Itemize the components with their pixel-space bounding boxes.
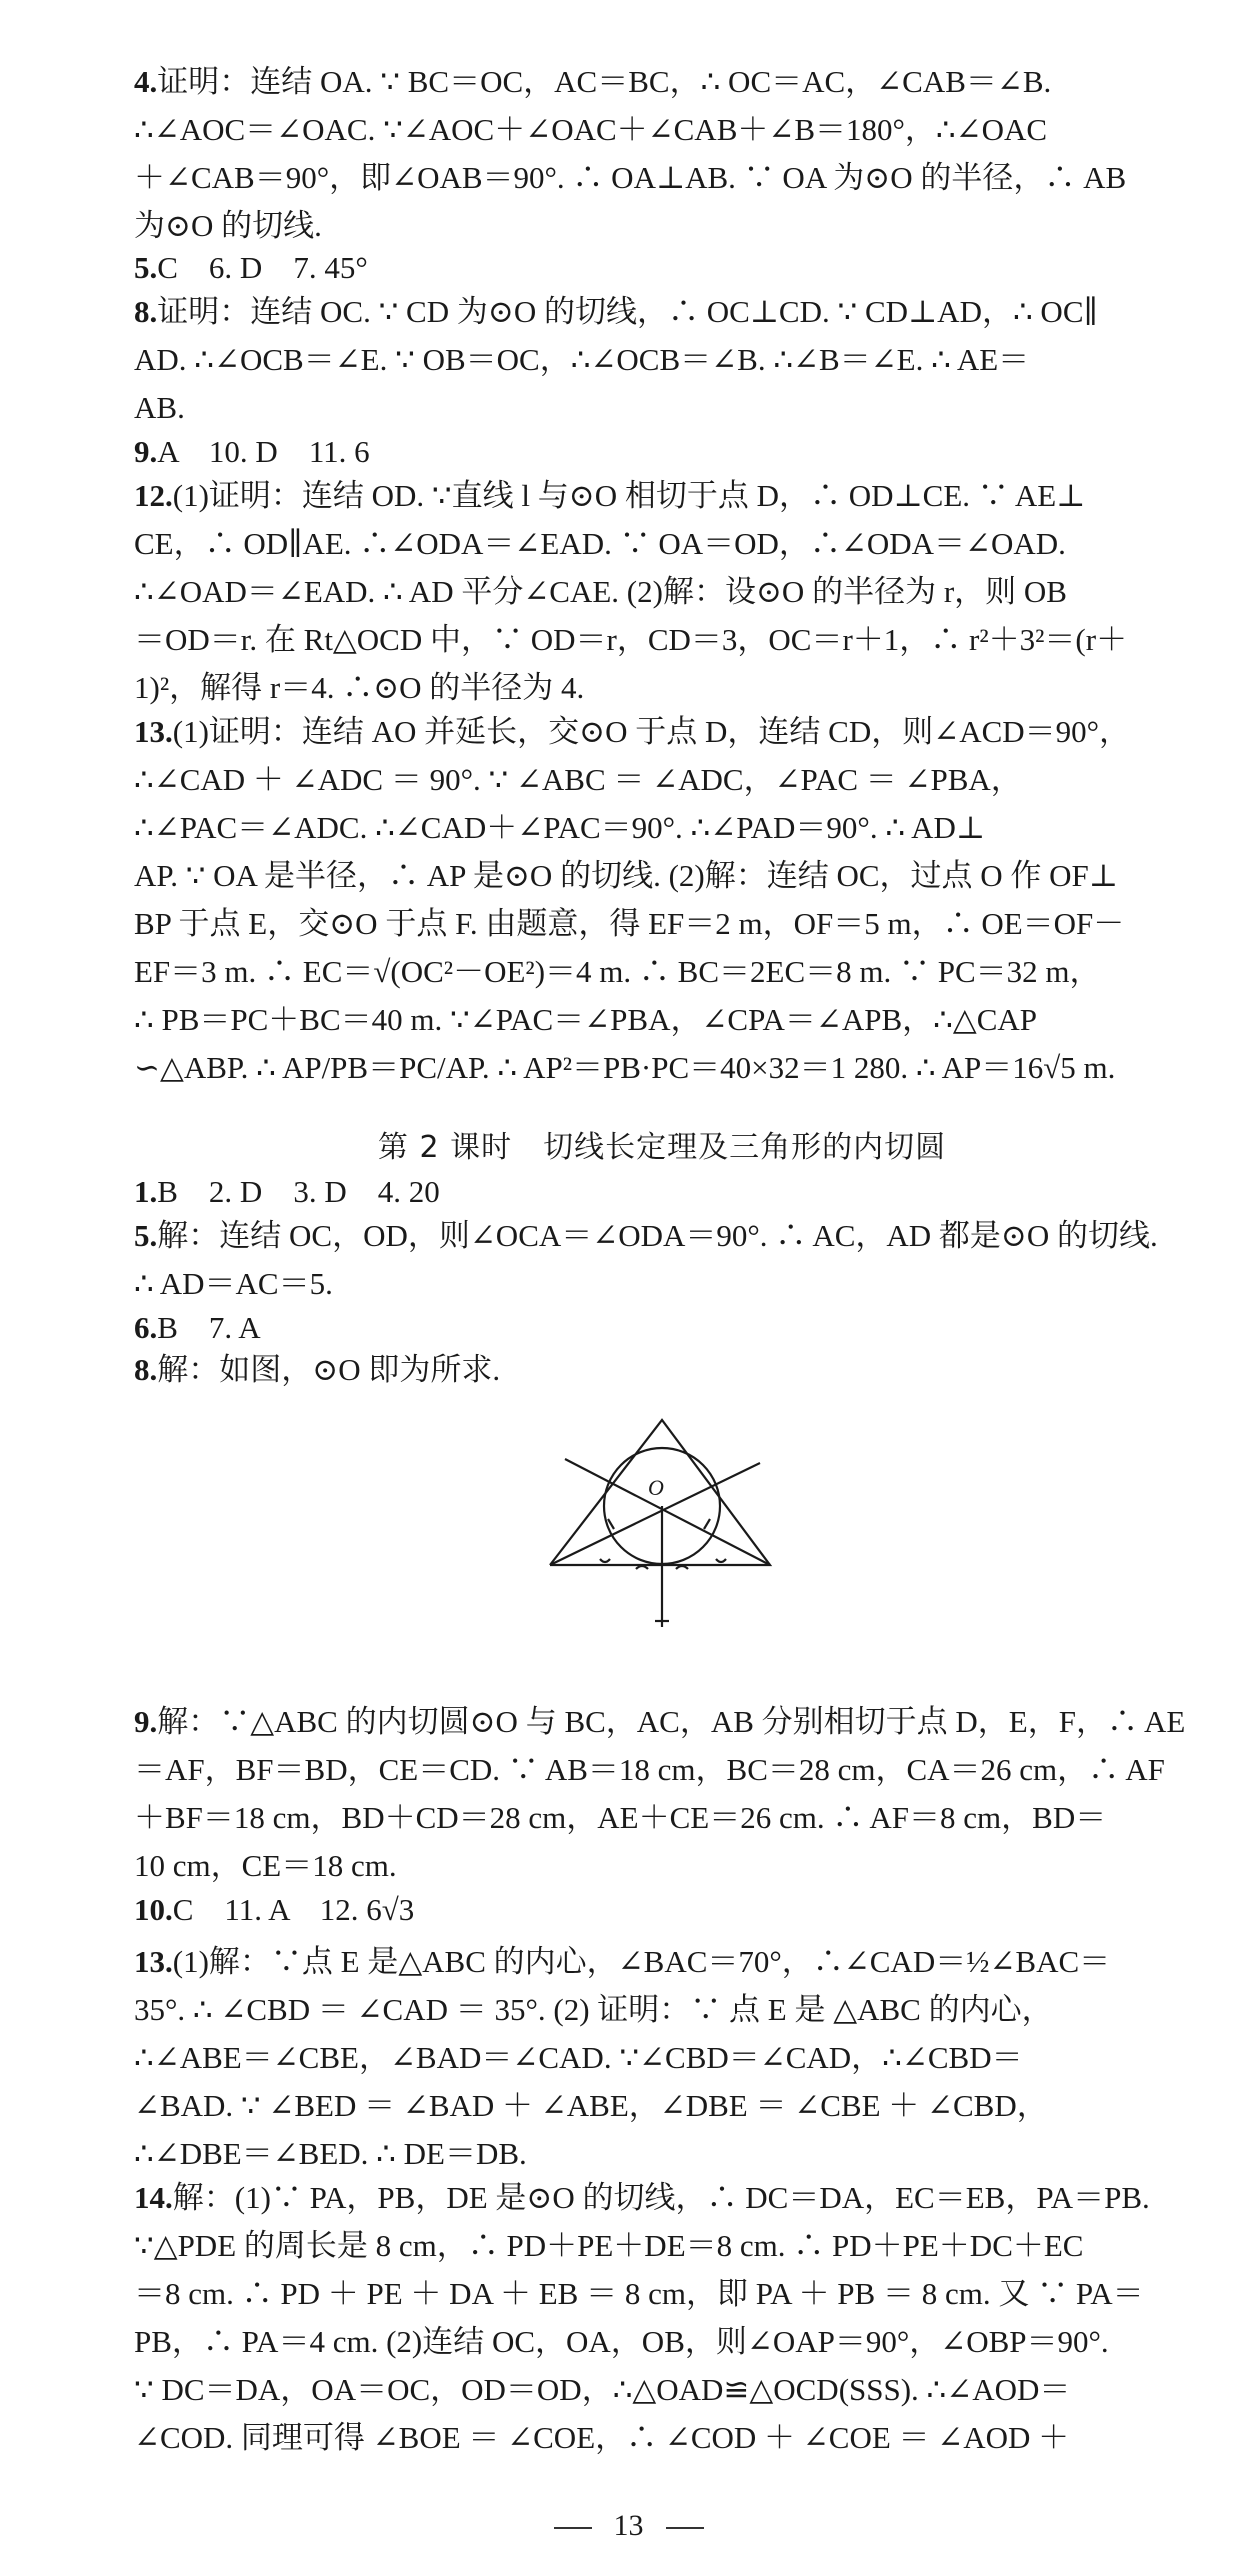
page-number-dash-left xyxy=(554,2527,592,2529)
answer-line-text: B 7. A xyxy=(157,1310,261,1345)
answer-line xyxy=(134,292,1190,332)
answer-line-text: 解：∵△ABC 的内切圆⊙O 与 BC，AC，AB 分别相切于点 D，E，F，∴ AE xyxy=(157,1704,1186,1739)
answer-line xyxy=(134,1750,1190,1790)
answer-line xyxy=(134,1798,1190,1838)
answer-line xyxy=(134,110,1190,150)
answer-line-text: 35°. ∴ ∠CBD ＝ ∠CAD ＝ 35°. (2) 证明：∵ 点 E 是 △ABC 的内心， xyxy=(134,1992,1053,2027)
question-number: 1. xyxy=(134,1174,158,1209)
answer-line-text: ∽△ABP. ∴ AP/PB＝PC/AP. ∴ AP²＝PB·PC＝40×32＝1 280. ∴ AP＝16√5 m. xyxy=(134,1050,1116,1085)
figure-label-o: O xyxy=(648,1475,664,1500)
answer-line xyxy=(134,388,1190,428)
answer-line xyxy=(134,62,1190,102)
answer-line xyxy=(134,620,1190,660)
answer-line-text: ∴∠OAD＝∠EAD. ∴ AD 平分∠CAE. (2)解：设⊙O 的半径为 r，则 OB xyxy=(134,574,1067,609)
answer-line-text: ∵ DC＝DA，OA＝OC，OD＝OD，∴△OAD≌△OCD(SSS). ∴∠AOD＝ xyxy=(134,2372,1071,2407)
answer-line xyxy=(134,1702,1190,1742)
answer-line xyxy=(134,1890,1190,1930)
answer-line xyxy=(134,808,1190,848)
answer-line-text: ∴∠PAC＝∠ADC. ∴∠CAD＋∠PAC＝90°. ∴∠PAD＝90°. ∴ AD⊥ xyxy=(134,810,986,845)
answer-line xyxy=(134,856,1190,896)
question-number: 13. xyxy=(134,1944,173,1979)
answer-line-text: ∴∠ABE＝∠CBE，∠BAD＝∠CAD. ∵∠CBD＝∠CAD，∴∠CBD＝ xyxy=(134,2040,1023,2075)
question-number: 6. xyxy=(134,1310,158,1345)
answer-line xyxy=(134,206,1190,246)
answer-line-text: 证明：连结 OA. ∵ BC＝OC，AC＝BC，∴ OC＝AC，∠CAB＝∠B. xyxy=(157,64,1052,99)
answer-line-text: ＋BF＝18 cm，BD＋CD＝28 cm，AE＋CE＝26 cm. ∴ AF＝8 cm，BD＝ xyxy=(134,1800,1107,1835)
answer-line-text: BP 于点 E，交⊙O 于点 F. 由题意，得 EF＝2 m，OF＝5 m，∴ OE＝OF－ xyxy=(134,906,1125,941)
answer-line-text: ＝OD＝r. 在 Rt△OCD 中，∵ OD＝r，CD＝3，OC＝r＋1，∴ r²＋3²＝(r＋ xyxy=(134,622,1128,657)
answer-line xyxy=(134,1350,1190,1390)
answer-line xyxy=(134,1264,1190,1304)
answer-line xyxy=(134,1846,1190,1886)
answer-line-text: 解：连结 OC，OD，则∠OCA＝∠ODA＝90°. ∴ AC，AD 都是⊙O 的切线. xyxy=(157,1218,1158,1253)
answer-line-text: (1)证明：连结 AO 并延长，交⊙O 于点 D，连结 CD，则∠ACD＝90°， xyxy=(172,714,1131,749)
answer-line xyxy=(134,2134,1190,2174)
answer-line-text: B 2. D 3. D 4. 20 xyxy=(157,1174,440,1209)
answer-line xyxy=(134,2086,1190,2126)
answer-line xyxy=(134,760,1190,800)
question-number: 10. xyxy=(134,1892,173,1927)
question-number: 5. xyxy=(134,1218,158,1253)
answer-line-text: ∵△PDE 的周长是 8 cm，∴ PD＋PE＋DE＝8 cm. ∴ PD＋PE＋DC＋EC xyxy=(134,2228,1084,2263)
answer-line-text: EF＝3 m. ∴ EC＝√(OC²－OE²)＝4 m. ∴ BC＝2EC＝8 m. ∵ PC＝32 m， xyxy=(134,954,1101,989)
bisector-line-2 xyxy=(565,1459,770,1565)
answer-line xyxy=(134,668,1190,708)
question-number: 4. xyxy=(134,64,158,99)
answer-line-text: 解：如图，⊙O 即为所求. xyxy=(157,1352,501,1387)
question-number: 9. xyxy=(134,1704,158,1739)
answer-line-text: 解：(1)∵ PA，PB，DE 是⊙O 的切线，∴ DC＝DA，EC＝EB，PA＝PB. xyxy=(172,2180,1150,2215)
answer-line-text: ∴∠CAD ＋ ∠ADC ＝ 90°. ∵ ∠ABC ＝ ∠ADC，∠PAC ＝ ∠PBA， xyxy=(134,762,1022,797)
answer-line-text: 证明：连结 OC. ∵ CD 为⊙O 的切线，∴ OC⊥CD. ∵ CD⊥AD，∴ OC∥ xyxy=(157,294,1098,329)
answer-line-text: C 11. A 12. 6√3 xyxy=(172,1892,415,1927)
answer-line xyxy=(134,2370,1190,2410)
answer-line xyxy=(134,476,1190,516)
answer-line xyxy=(134,1172,1190,1212)
answer-line xyxy=(134,2226,1190,2266)
answer-line xyxy=(134,2178,1190,2218)
answer-line-text: (1)证明：连结 OD. ∵直线 l 与⊙O 相切于点 D，∴ OD⊥CE. ∵ AE⊥ xyxy=(172,478,1086,513)
answer-line xyxy=(134,1216,1190,1256)
answer-line-text: C 6. D 7. 45° xyxy=(157,250,368,285)
answer-line-text: ∠COD. 同理可得 ∠BOE ＝ ∠COE，∴ ∠COD ＋ ∠COE ＝ ∠AOD ＋ xyxy=(134,2420,1070,2455)
answer-line xyxy=(134,2418,1190,2458)
answer-line xyxy=(134,340,1190,380)
answer-line xyxy=(134,2038,1190,2078)
answer-line xyxy=(134,1308,1190,1348)
question-number: 9. xyxy=(134,434,158,469)
answer-line xyxy=(134,2274,1190,2314)
answer-line xyxy=(134,1990,1190,2030)
answer-line-text: ∴ PB＝PC＋BC＝40 m. ∵∠PAC＝∠PBA，∠CPA＝∠APB，∴△CAP xyxy=(134,1002,1038,1037)
answer-line xyxy=(134,2322,1190,2362)
answer-line-text: PB，∴ PA＝4 cm. (2)连结 OC，OA，OB，则∠OAP＝90°，∠OBP＝90°. xyxy=(134,2324,1109,2359)
answer-line xyxy=(134,712,1190,752)
answer-line xyxy=(134,952,1190,992)
page-number-text: 13 xyxy=(613,2509,644,2542)
answer-line xyxy=(134,1048,1190,1088)
question-number: 5. xyxy=(134,250,158,285)
answer-line-text: AP. ∵ OA 是半径，∴ AP 是⊙O 的切线. (2)解：连结 OC，过点 O 作 OF⊥ xyxy=(134,858,1118,893)
answer-line-text: ∴ AD＝AC＝5. xyxy=(134,1266,333,1301)
answer-line xyxy=(134,1942,1190,1982)
question-number: 8. xyxy=(134,294,158,329)
answer-line xyxy=(134,572,1190,612)
answer-line xyxy=(134,432,1190,472)
question-number: 14. xyxy=(134,2180,173,2215)
incircle-figure xyxy=(540,1395,800,1635)
answer-line xyxy=(134,248,1190,288)
answer-line-text: AD. ∴∠OCB＝∠E. ∵ OB＝OC，∴∠OCB＝∠B. ∴∠B＝∠E. ∴ AE＝ xyxy=(134,342,1030,377)
page-number xyxy=(0,2508,1257,2544)
answer-line-text: ＝AF，BF＝BD，CE＝CD. ∵ AB＝18 cm，BC＝28 cm，CA＝26 cm，∴ AF xyxy=(134,1752,1165,1787)
answer-line-text: 1)²，解得 r＝4. ∴⊙O 的半径为 4. xyxy=(134,670,585,705)
answer-line-text: ＝8 cm. ∴ PD ＋ PE ＋ DA ＋ EB ＝ 8 cm，即 PA ＋ PB ＝ 8 cm. 又 ∵ PA＝ xyxy=(134,2276,1144,2311)
answer-line xyxy=(134,1000,1190,1040)
answer-line-text: A 10. D 11. 6 xyxy=(157,434,370,469)
answer-line-text: 为⊙O 的切线. xyxy=(134,208,322,243)
answer-line xyxy=(134,158,1190,198)
answer-line-text: ∴∠DBE＝∠BED. ∴ DE＝DB. xyxy=(134,2136,527,2171)
answer-line-text: CE，∴ OD∥AE. ∴∠ODA＝∠EAD. ∵ OA＝OD，∴∠ODA＝∠OAD. xyxy=(134,526,1066,561)
answer-line xyxy=(134,524,1190,564)
question-number: 8. xyxy=(134,1352,158,1387)
answer-line-text: ∠BAD. ∵ ∠BED ＝ ∠BAD ＋ ∠ABE，∠DBE ＝ ∠CBE ＋ ∠CBD， xyxy=(134,2088,1048,2123)
answer-line-text: (1)解：∵点 E 是△ABC 的内心，∠BAC＝70°，∴∠CAD＝½∠BAC＝ xyxy=(172,1944,1111,1979)
answer-line-text: AB. xyxy=(134,390,185,425)
question-number: 13. xyxy=(134,714,173,749)
page-number-dash-right xyxy=(666,2527,704,2529)
answer-line-text: ∴∠AOC＝∠OAC. ∵∠AOC＋∠OAC＋∠CAB＋∠B＝180°，∴∠OAC xyxy=(134,112,1048,147)
answer-line-text: ＋∠CAB＝90°，即∠OAB＝90°. ∴ OA⊥AB. ∵ OA 为⊙O 的半径，∴ AB xyxy=(134,160,1127,195)
lesson-title: 第 2 课时 切线长定理及三角形的内切圆 xyxy=(377,1130,947,1165)
question-number: 12. xyxy=(134,478,173,513)
answer-line xyxy=(134,904,1190,944)
answer-line-text: 10 cm，CE＝18 cm. xyxy=(134,1848,397,1883)
